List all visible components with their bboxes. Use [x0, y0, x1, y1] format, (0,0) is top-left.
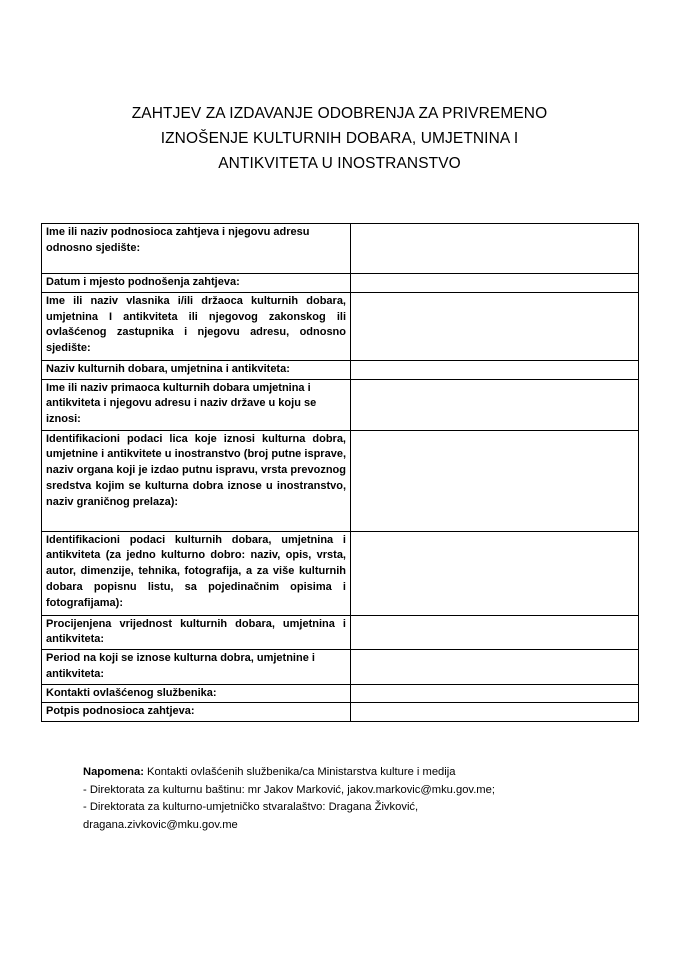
- form-row-date-place: [42, 274, 639, 293]
- recipient-field[interactable]: [351, 379, 639, 430]
- document-title: [80, 101, 599, 176]
- note-intro-line: [83, 764, 603, 782]
- form-row-contacts: [42, 684, 639, 703]
- applicant-label: Ime ili naziv podnosioca zahtjeva i njegovu adresu odnosno sjedište:: [42, 224, 351, 274]
- form-row-value: [42, 615, 639, 649]
- contacts-label: Kontakti ovlašćenog službenika:: [42, 684, 351, 703]
- value-field[interactable]: [351, 615, 639, 649]
- form-row-carrier-id: [42, 430, 639, 531]
- form-row-period: [42, 650, 639, 684]
- carrier-id-field[interactable]: [351, 430, 639, 531]
- period-label: Period na koji se iznose kulturna dobra, umjetnine i antikviteta:: [42, 650, 351, 684]
- title-line-1: ZAHTJEV ZA IZDAVANJE ODOBRENJA ZA PRIVREMENO: [131, 105, 548, 122]
- request-form-table: [41, 223, 639, 722]
- value-label: Procijenjena vrijednost kulturnih dobara, umjetnina i antikviteta:: [42, 615, 351, 649]
- form-row-owner: [42, 293, 639, 361]
- goods-id-label: Identifikacioni podaci kulturnih dobara, umjetnina i antikviteta (za jedno kulturno dobro: naziv, opis, vrsta, autor, dimenzije, tehnika, fotografija, a za više kulturnih dobara popisnu listu, sa pojedinačnim opisima i fotografijama):: [42, 531, 351, 615]
- form-row-applicant: [42, 224, 639, 274]
- signature-label: Potpis podnosioca zahtjeva:: [42, 703, 351, 722]
- recipient-label: Ime ili naziv primaoca kulturnih dobara umjetnina i antikviteta i njegovu adresu i naziv države u koju se iznosi:: [42, 379, 351, 430]
- form-row-goods-name: [42, 361, 639, 380]
- form-row-goods-id: [42, 531, 639, 615]
- signature-field[interactable]: [351, 703, 639, 722]
- footnote: [83, 764, 603, 834]
- contacts-field[interactable]: [351, 684, 639, 703]
- goods-name-field[interactable]: [351, 361, 639, 380]
- goods-id-field[interactable]: [351, 531, 639, 615]
- carrier-id-label: Identifikacioni podaci lica koje iznosi kulturna dobra, umjetnine i antikvitete u inostranstvo (broj putne isprave, naziv organa koji je izdao putnu ispravu, vrsta prevoznog sredstva kojim se kulturna dobra iznose u inostranstvo, naziv graničnog prelaza):: [42, 430, 351, 531]
- period-field[interactable]: [351, 650, 639, 684]
- date-place-label: Datum i mjesto podnošenja zahtjeva:: [42, 274, 351, 293]
- form-row-recipient: [42, 379, 639, 430]
- owner-label: Ime ili naziv vlasnika i/ili držaoca kulturnih dobara, umjetnina I antikviteta ili njegovog zakonskog ili ovlašćenog zastupnika i njegovu adresu, odnosno sjedište:: [42, 293, 351, 361]
- note-line-1: - Direktorata za kulturnu baštinu: mr Jakov Marković, jakov.markovic@mku.gov.me;: [83, 783, 495, 796]
- form-row-signature: [42, 703, 639, 722]
- owner-field[interactable]: [351, 293, 639, 361]
- date-place-field[interactable]: [351, 274, 639, 293]
- note-line-3: dragana.zivkovic@mku.gov.me: [83, 818, 238, 831]
- note-intro: Kontakti ovlašćenih službenika/ca Ministarstva kulture i medija: [147, 766, 456, 778]
- title-line-2: IZNOŠENJE KULTURNIH DOBARA, UMJETNINA I: [160, 130, 519, 147]
- goods-name-label: Naziv kulturnih dobara, umjetnina i antikviteta:: [42, 361, 351, 380]
- note-heading: Napomena:: [83, 766, 144, 778]
- title-line-3: ANTIKVITETA U INOSTRANSTVO: [218, 155, 461, 172]
- note-line-2: - Direktorata za kulturno-umjetničko stvaralaštvo: Dragana Živković,: [83, 801, 419, 813]
- applicant-field[interactable]: [351, 224, 639, 274]
